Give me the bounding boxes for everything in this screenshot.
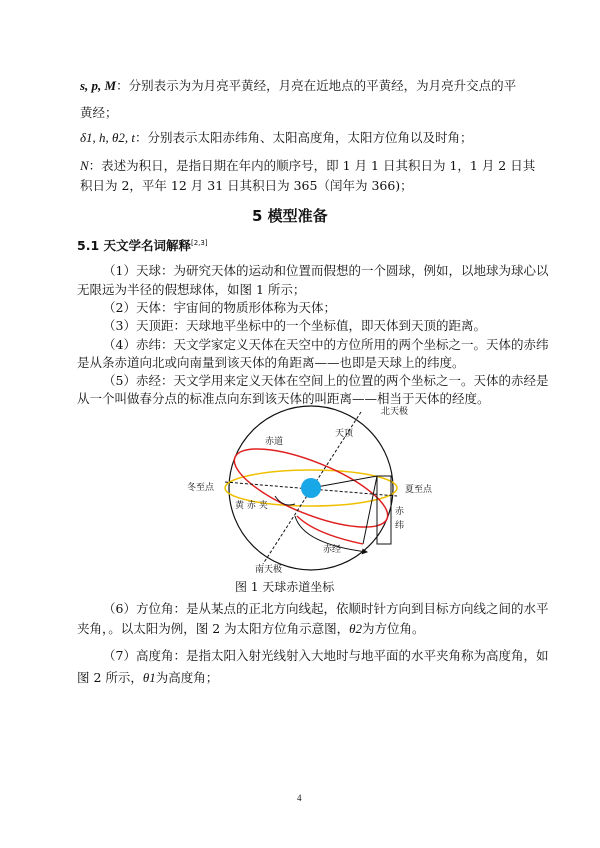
item-celestial-body: （2）天体：宇宙间的物质形体称为天体； <box>103 300 336 315</box>
item-zenith-distance: （3）天顶距：天球地平坐标中的一个坐标值，即天体到天顶的距离。 <box>103 318 486 333</box>
label-right-ascension: 赤经 <box>323 545 342 555</box>
definition-solar: δ1, h, θ2, t：分别表示太阳赤纬角、太阳高度角，太阳方位角以及时角； <box>80 130 473 145</box>
label-summer-solstice: 夏至点 <box>405 485 433 495</box>
item-celestial-sphere-cont: 无限远为半径的假想球体，如图 1 所示； <box>77 282 306 297</box>
item-declination: （4）赤纬：天文学家定义天体在天空中的方位所用的两个坐标之一。天体的赤纬 <box>103 337 549 352</box>
var-solar: δ1, h, θ2, t <box>80 130 136 145</box>
definition-day-number: N：表述为积日，是指日期在年内的顺序号，即 1 月 1 日其积日为 1，1 月 2 日其 <box>80 158 536 173</box>
label-south-pole: 南天极 <box>255 565 283 574</box>
definition-lunar: s, p, M：分别表示为为月亮平黄经，月亮在近地点的平黄经，为月亮升交点的平 <box>80 78 517 93</box>
var-lunar: s, p, M <box>80 78 117 93</box>
item-declination-cont: 是从条赤道向北或向南量到该天体的角距离——也即是天球上的纬度。 <box>77 355 465 370</box>
target-line <box>311 476 377 488</box>
var-theta2: θ2 <box>349 621 363 636</box>
label-winter-solstice: 冬至点 <box>187 483 215 493</box>
tilt-angle-arc <box>275 496 295 505</box>
section-title: 5 模型准备 <box>252 207 328 225</box>
label-zenith: 天顶 <box>335 429 354 439</box>
item-altitude: （7）高度角：是指太阳入射光线射入大地时与地平面的水平夹角称为高度角，如 <box>103 648 549 663</box>
var-day-number: N <box>80 158 89 173</box>
citation: [2,3] <box>191 238 208 247</box>
label-ecliptic-angle: 黄 赤 夹 <box>235 501 268 511</box>
item-azimuth-cont: 夹角，。以太阳为例，图 2 为太阳方位角示意图，θ2为方位角。 <box>77 621 425 636</box>
item-azimuth: （6）方位角：是从某点的正北方向线起，依顺时针方向到目标方向线之间的水平 <box>103 601 549 616</box>
subsection-title: 5.1 天文学名词解释[2,3] <box>77 238 208 253</box>
ra-arc <box>297 516 363 544</box>
item-right-ascension: （5）赤经：天文学用来定义天体在空间上的位置的两个坐标之一。天体的赤经是 <box>103 373 549 388</box>
item-celestial-sphere: （1）天球：为研究天体的运动和位置而假想的一个圆球，例如，以地球为球心以 <box>103 263 549 278</box>
item-altitude-cont: 图 2 所示，θ1为高度角； <box>77 670 219 685</box>
label-declination-1: 赤 <box>395 507 405 517</box>
declination-line <box>363 476 377 544</box>
label-equator: 赤道 <box>265 437 284 447</box>
label-declination-2: 纬 <box>395 521 405 531</box>
celestial-sphere-diagram <box>185 404 445 574</box>
item-right-ascension-cont: 从一个叫做春分点的标准点向东到该天体的叫距离——相当于天体的经度。 <box>77 391 490 406</box>
var-theta1: θ1 <box>142 670 156 685</box>
label-north-pole: 北天极 <box>381 407 409 417</box>
sun-marker <box>301 478 321 498</box>
figure-caption: 图 1 天球赤道坐标 <box>235 580 335 594</box>
definition-lunar-cont: 黄经； <box>80 105 118 120</box>
definition-day-number-cont: 积日为 2，平年 12 月 31 日其积日为 365（闰年为 366)； <box>80 178 413 193</box>
page-number: 4 <box>297 793 302 803</box>
